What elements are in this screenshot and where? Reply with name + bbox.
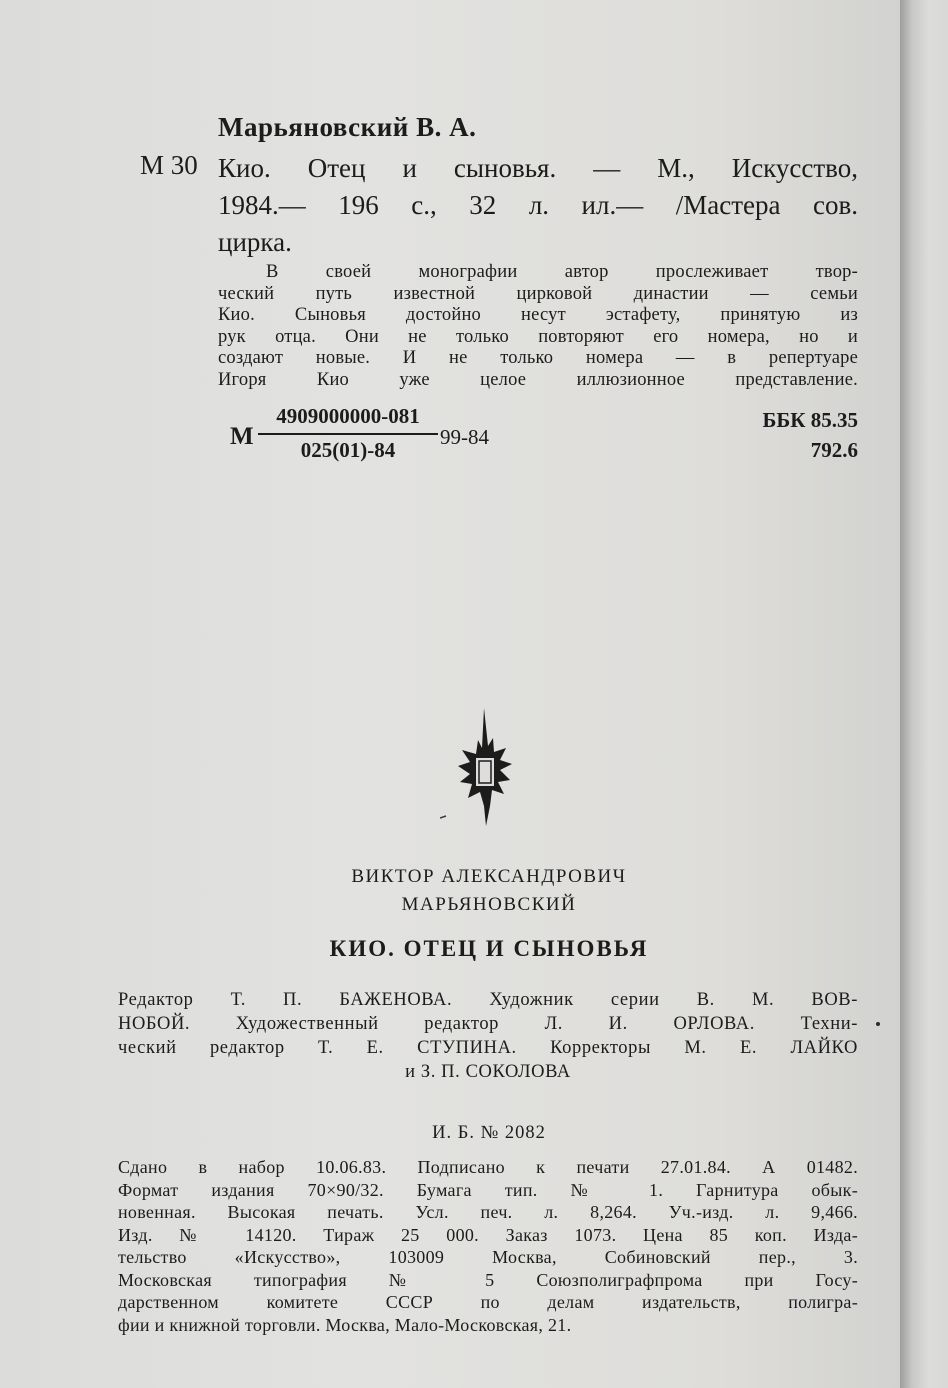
imprint-line: дарственном комитете СССР по делам издательств, полигра- bbox=[118, 1292, 858, 1312]
imprint-line: Формат издания 70×90/32. Бумага тип. № 1. Гарнитура обык- bbox=[118, 1179, 858, 1200]
biblio-line: цирка. bbox=[218, 227, 292, 257]
publisher-emblem-icon bbox=[440, 708, 530, 833]
bbk-code: ББК 85.35 bbox=[762, 408, 858, 432]
annotation-line: В своей монографии автор прослеживает твор- bbox=[266, 262, 858, 282]
annotation-line: создают новые. И не только номера — в репертуаре bbox=[218, 348, 858, 368]
classification-letter: М bbox=[230, 423, 254, 450]
biblio-line: Кио. Отец и сыновья. — М., Искусство, bbox=[218, 153, 858, 183]
annotation-line: ческий путь известной цирковой династии — семьи bbox=[218, 283, 858, 304]
author-full-name: ВИКТОР АЛЕКСАНДРОВИЧ bbox=[351, 866, 627, 887]
classification-numerator: 4909000000-081 bbox=[276, 404, 420, 428]
imprint-line: Московская типография № 5 Союзполиграфпрома при Госу- bbox=[118, 1269, 858, 1290]
annotation-line: Игоря Кио уже целое иллюзионное представление. bbox=[218, 369, 858, 390]
annotation-line: рук отца. Они не только повторяют его номера, но и bbox=[218, 326, 858, 347]
credits-line: ческий редактор Т. Е. СТУПИНА. Корректоры М. Е. ЛАЙКО bbox=[118, 1038, 858, 1058]
classification-suffix: 99-84 bbox=[440, 425, 489, 449]
imprint-line: новенная. Высокая печать. Усл. печ. л. 8,264. Уч.-изд. л. 9,466. bbox=[118, 1202, 858, 1222]
imprint-line: Сдано в набор 10.06.83. Подписано к печати 27.01.84. А 01482. bbox=[118, 1157, 858, 1177]
credits-block bbox=[118, 988, 858, 1084]
bibliographic-record bbox=[218, 150, 858, 261]
credits-line: Редактор Т. П. БАЖЕНОВА. Художник серии В. М. ВОВ- bbox=[118, 990, 858, 1010]
imprint-line: тельство «Искусство», 103009 Москва, Собиновский пер., 3. bbox=[118, 1247, 858, 1267]
author-surname: МАРЬЯНОВСКИЙ bbox=[401, 894, 577, 915]
classification-denominator: 025(01)-84 bbox=[300, 438, 396, 462]
catalog-code: М 30 bbox=[140, 150, 198, 180]
annotation bbox=[218, 262, 858, 391]
annotation-line: Кио. Сыновья достойно несут эстафету, принятую из bbox=[218, 305, 858, 325]
author-heading: Марьяновский В. А. bbox=[218, 112, 477, 142]
page-gutter bbox=[900, 0, 948, 1388]
book-title: КИО. ОТЕЦ И СЫНОВЬЯ bbox=[329, 936, 649, 961]
credits-line: НОБОЙ. Художественный редактор Л. И. ОРЛОВА. Техни- bbox=[118, 1014, 858, 1034]
imprint-line: фии и книжной торговли. Москва, Мало-Московская, 21. bbox=[118, 1314, 572, 1335]
bbk-subcode: 792.6 bbox=[810, 438, 858, 462]
ink-speck bbox=[876, 1022, 880, 1026]
fraction-bar bbox=[258, 433, 438, 435]
ib-number: И. Б. № 2082 bbox=[432, 1123, 546, 1143]
imprint-block bbox=[118, 1156, 858, 1336]
biblio-line: 1984.— 196 с., 32 л. ил.— /Мастера сов. bbox=[218, 190, 858, 220]
imprint-line: Изд. № 14120. Тираж 25 000. Заказ 1073. Цена 85 коп. Изда- bbox=[118, 1224, 858, 1245]
credits-line: и З. П. СОКОЛОВА bbox=[405, 1062, 571, 1082]
